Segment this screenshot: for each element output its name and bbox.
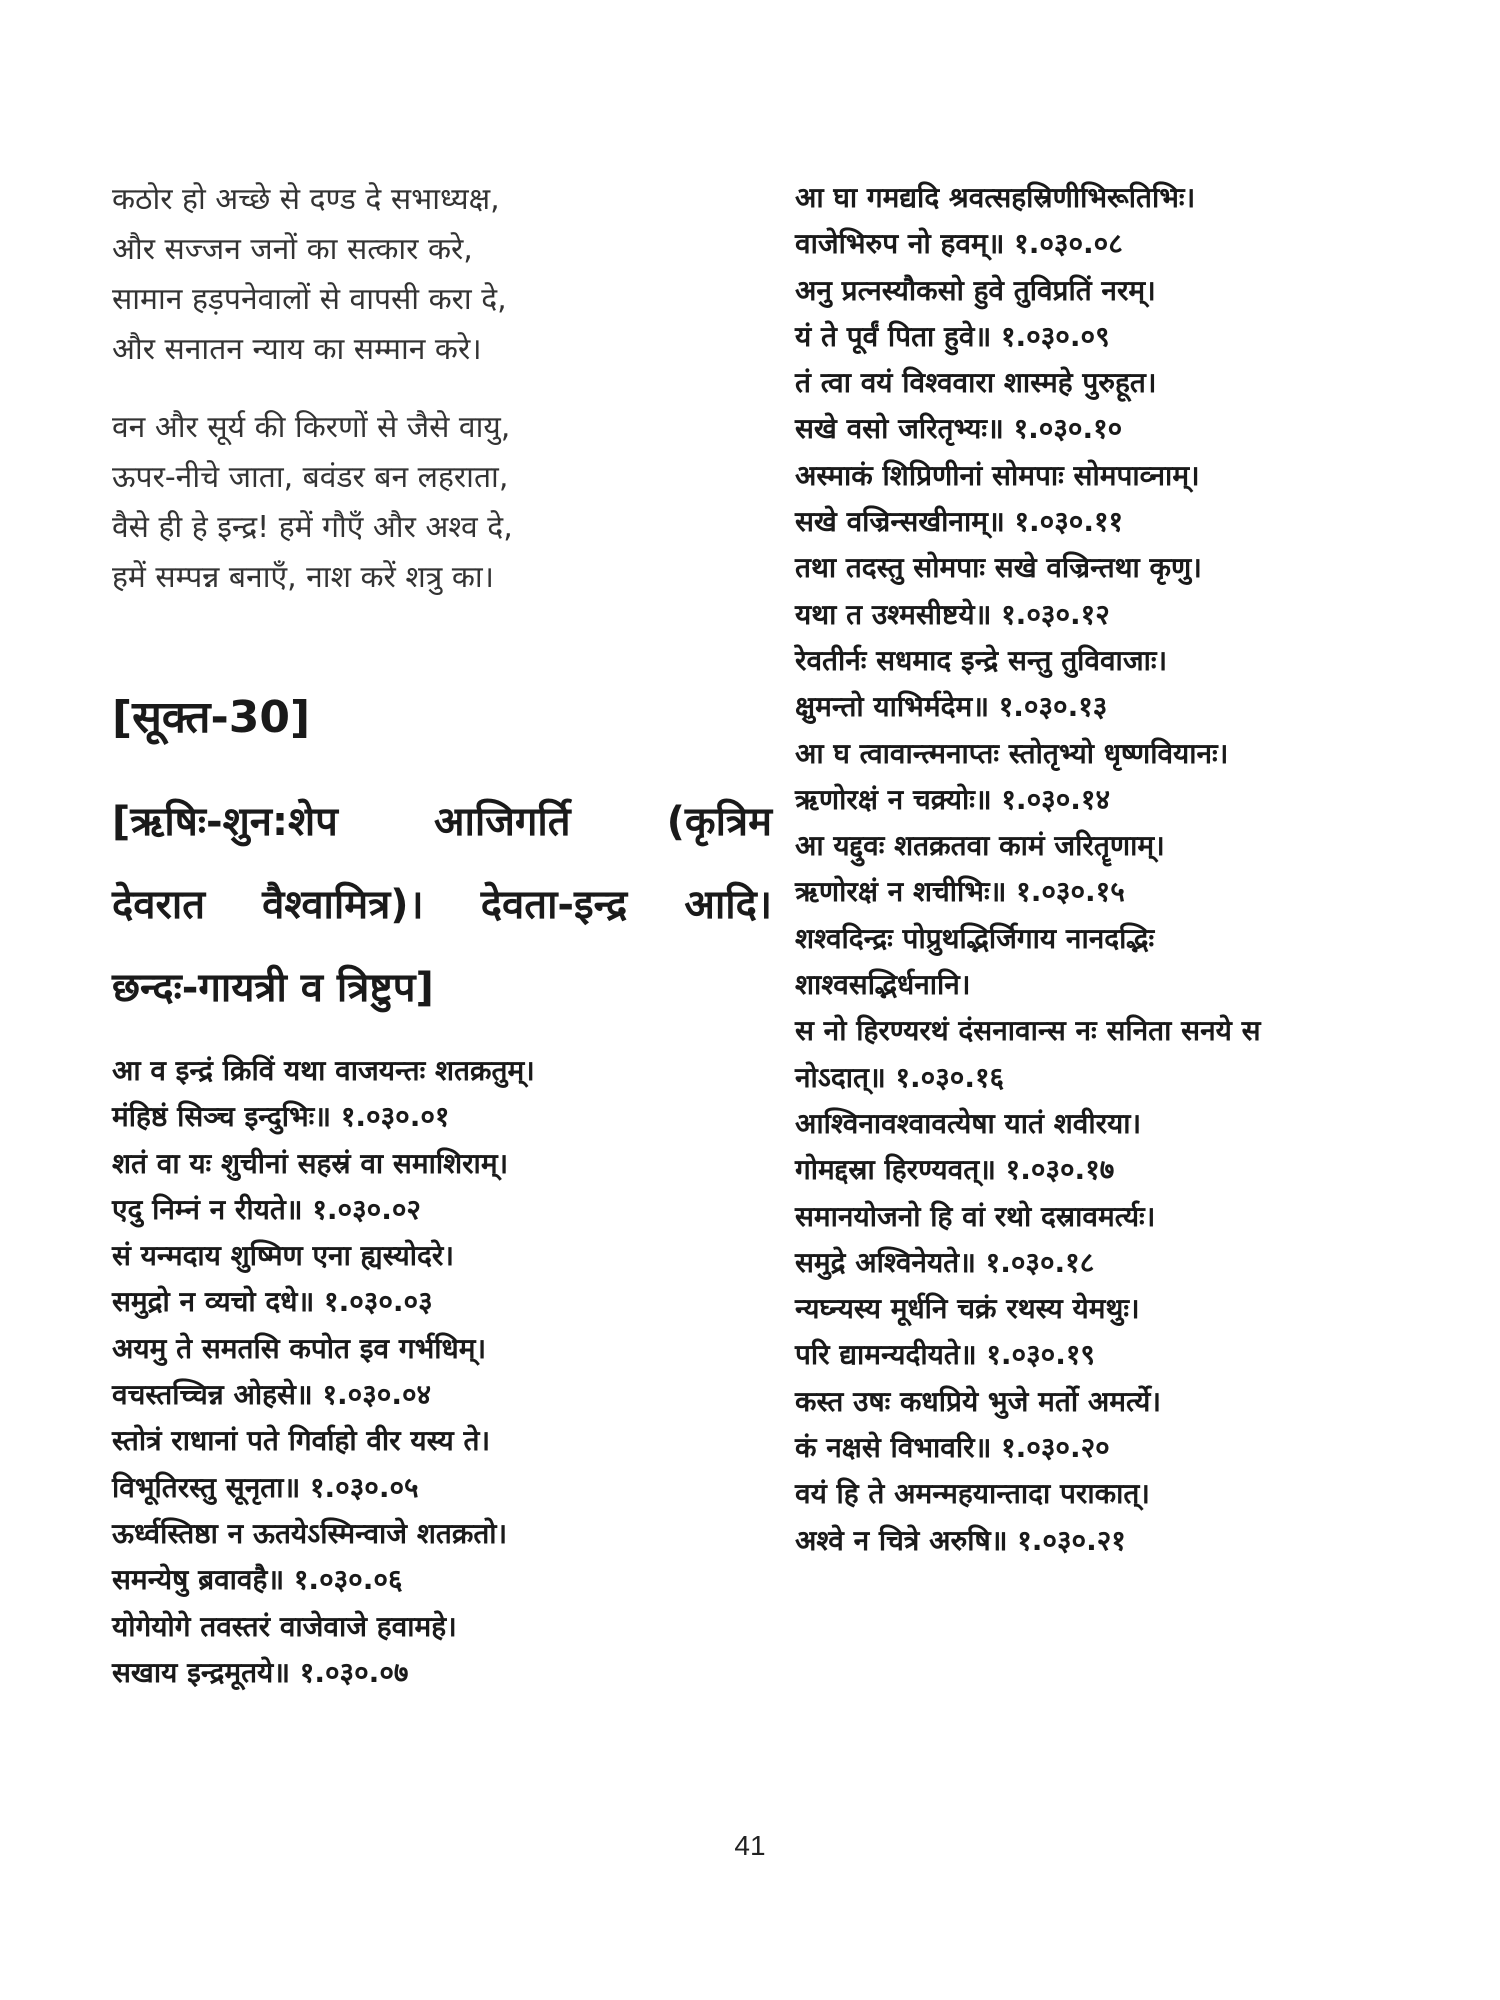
verse-line: तं त्वा वयं विश्ववारा शास्महे पुरुहूत। [795,366,1157,400]
verse-line: सं यन्मदाय शुष्मिण एना ह्यस्योदरे। [112,1239,454,1273]
verse-line: क्षुमन्तो याभिर्मदेम॥ १.०३०.१३ [795,690,1108,724]
verse-line: समुद्रे अश्विनेयते॥ १.०३०.१८ [795,1245,1095,1279]
subheading-line: छन्दः-गायत्री व त्रिष्टुप] [112,965,434,1011]
verse-line: समुद्रो न व्यचो दधे॥ १.०३०.०३ [112,1285,433,1319]
left-column [112,175,772,1696]
verse-line: स्तोत्रं राधानां पते गिर्वाहो वीर यस्य ते। [112,1424,491,1458]
poem-line: और सज्जन जनों का सत्कार करे, [112,232,473,267]
verse-line: समानयोजनो हि वां रथो दस्रावमर्त्यः। [795,1199,1156,1233]
hindi-stanza-1 [112,175,772,375]
poem-line: कठोर हो अच्छे से दण्ड दे सभाध्यक्ष, [112,182,500,217]
verse-line: तथा तदस्तु सोमपाः सखे वज्रिन्तथा कृणु। [795,551,1202,585]
verse-line: एदु निम्नं न रीयते॥ १.०३०.०२ [112,1192,421,1226]
verse-line: अश्वे न चित्रे अरुषि॥ १.०३०.२१ [795,1523,1126,1557]
verse-line: वाजेभिरुप नो हवम्॥ १.०३०.०८ [795,227,1123,261]
verse-line: परि द्यामन्यदीयते॥ १.०३०.१९ [795,1338,1095,1372]
verse-line: मंहिष्ठं सिञ्च इन्दुभिः॥ १.०३०.०१ [112,1100,450,1134]
verse-line: ऊर्ध्वस्तिष्ठा न ऊतयेऽस्मिन्वाजे शतक्रतो। [112,1516,508,1550]
sukta-subheading [112,781,772,1030]
verse-line: शश्वदिन्द्रः पोप्रुथद्भिर्जिगाय नानदद्भिः [795,921,1155,955]
verse-line: सखाय इन्द्रमूतये॥ १.०३०.०७ [112,1655,409,1689]
verse-line: यथा त उश्मसीष्टये॥ १.०३०.१२ [795,597,1110,631]
poem-line: हमें सम्पन्न बनाएँ, नाश करें शत्रु का। [112,560,495,595]
verse-line: ऋणोरक्षं न शचीभिः॥ १.०३०.१५ [795,875,1125,909]
poem-line: ऊपर-नीचे जाता, बवंडर बन लहराता, [112,460,509,495]
verse-line: गोमद्दस्रा हिरण्यवत्॥ १.०३०.१७ [795,1153,1115,1187]
verse-line: सखे वसो जरितृभ्यः॥ १.०३०.१० [795,412,1123,446]
verse-line: कं नक्षसे विभावरि॥ १.०३०.२० [795,1431,1110,1465]
verse-line: आ घा गमद्यदि श्रवत्सहस्रिणीभिरूतिभिः। [795,181,1196,214]
subheading-line: [ऋषिः-शुन:शेप आजिगर्ति (कृत्रिम [112,799,772,845]
verse-line: न्यघ्न्यस्य मूर्धनि चक्रं रथस्य येमथुः। [795,1292,1140,1326]
verse-line: अस्माकं शिप्रिणीनां सोमपाः सोमपाव्नाम्। [795,458,1200,492]
verse-line: विभूतिरस्तु सूनृता॥ १.०३०.०५ [112,1470,419,1504]
page-number: 41 [734,1830,766,1861]
verse-line: यं ते पूर्वं पिता हुवे॥ १.०३०.०९ [795,319,1110,353]
right-column [795,175,1450,1564]
poem-line: वन और सूर्य की किरणों से जैसे वायु, [112,410,511,445]
verse-line: अयमु ते समतसि कपोत इव गर्भधिम्। [112,1331,487,1365]
left-verses [112,1048,772,1696]
poem-line: सामान हड़पनेवालों से वापसी करा दे, [112,282,507,317]
verse-line: योगेयोगे तवस्तरं वाजेवाजे हवामहे। [112,1609,457,1643]
right-verses [795,175,1450,1564]
verse-line: वचस्तच्चिन्न ओहसे॥ १.०३०.०४ [112,1378,432,1412]
verse-line: स नो हिरण्यरथं दंसनावान्स नः सनिता सनये स [795,1014,1261,1048]
verse-line: आ व इन्द्रं क्रिविं यथा वाजयन्तः शतक्रतुम्। [112,1054,535,1087]
verse-line: नोऽदात्॥ १.०३०.१६ [795,1060,1005,1094]
poem-line: और सनातन न्याय का सम्मान करे। [112,332,482,367]
poem-line: वैसे ही हे इन्द्र! हमें गौएँ और अश्व दे, [112,510,513,545]
verse-line: रेवतीर्नः सधमाद इन्द्रे सन्तु तुविवाजाः। [795,643,1168,677]
verse-line: समन्येषु ब्रवावहै॥ १.०३०.०६ [112,1563,403,1597]
verse-line: आ यद्दुवः शतक्रतवा कामं जरितॄणाम्। [795,829,1165,863]
subheading-line: देवरात वैश्वामित्र)। देवता-इन्द्र आदि। [112,882,772,928]
verse-line: आश्विनावश्वावत्येषा यातं शवीरया। [795,1106,1142,1140]
sukta-heading: [सूक्त-30] [112,692,311,743]
verse-line: कस्त उषः कधप्रिये भुजे मर्तो अमर्त्ये। [795,1384,1161,1418]
verse-line: शाश्वसद्भिर्धनानि। [795,968,971,1002]
hindi-stanza-2 [112,403,772,603]
verse-line: आ घ त्वावान्त्मनाप्तः स्तोतृभ्यो धृष्णवियानः। [795,736,1229,770]
verse-line: शतं वा यः शुचीनां सहस्रं वा समाशिराम्। [112,1146,509,1180]
verse-line: अनु प्रत्नस्यौकसो हुवे तुविप्रतिं नरम्। [795,273,1156,307]
verse-line: सखे वज्रिन्सखीनाम्॥ १.०३०.११ [795,505,1124,539]
verse-line: ऋणोरक्षं न चक्र्योः॥ १.०३०.१४ [795,782,1111,816]
verse-line: वयं हि ते अमन्महयान्तादा पराकात्। [795,1477,1150,1511]
